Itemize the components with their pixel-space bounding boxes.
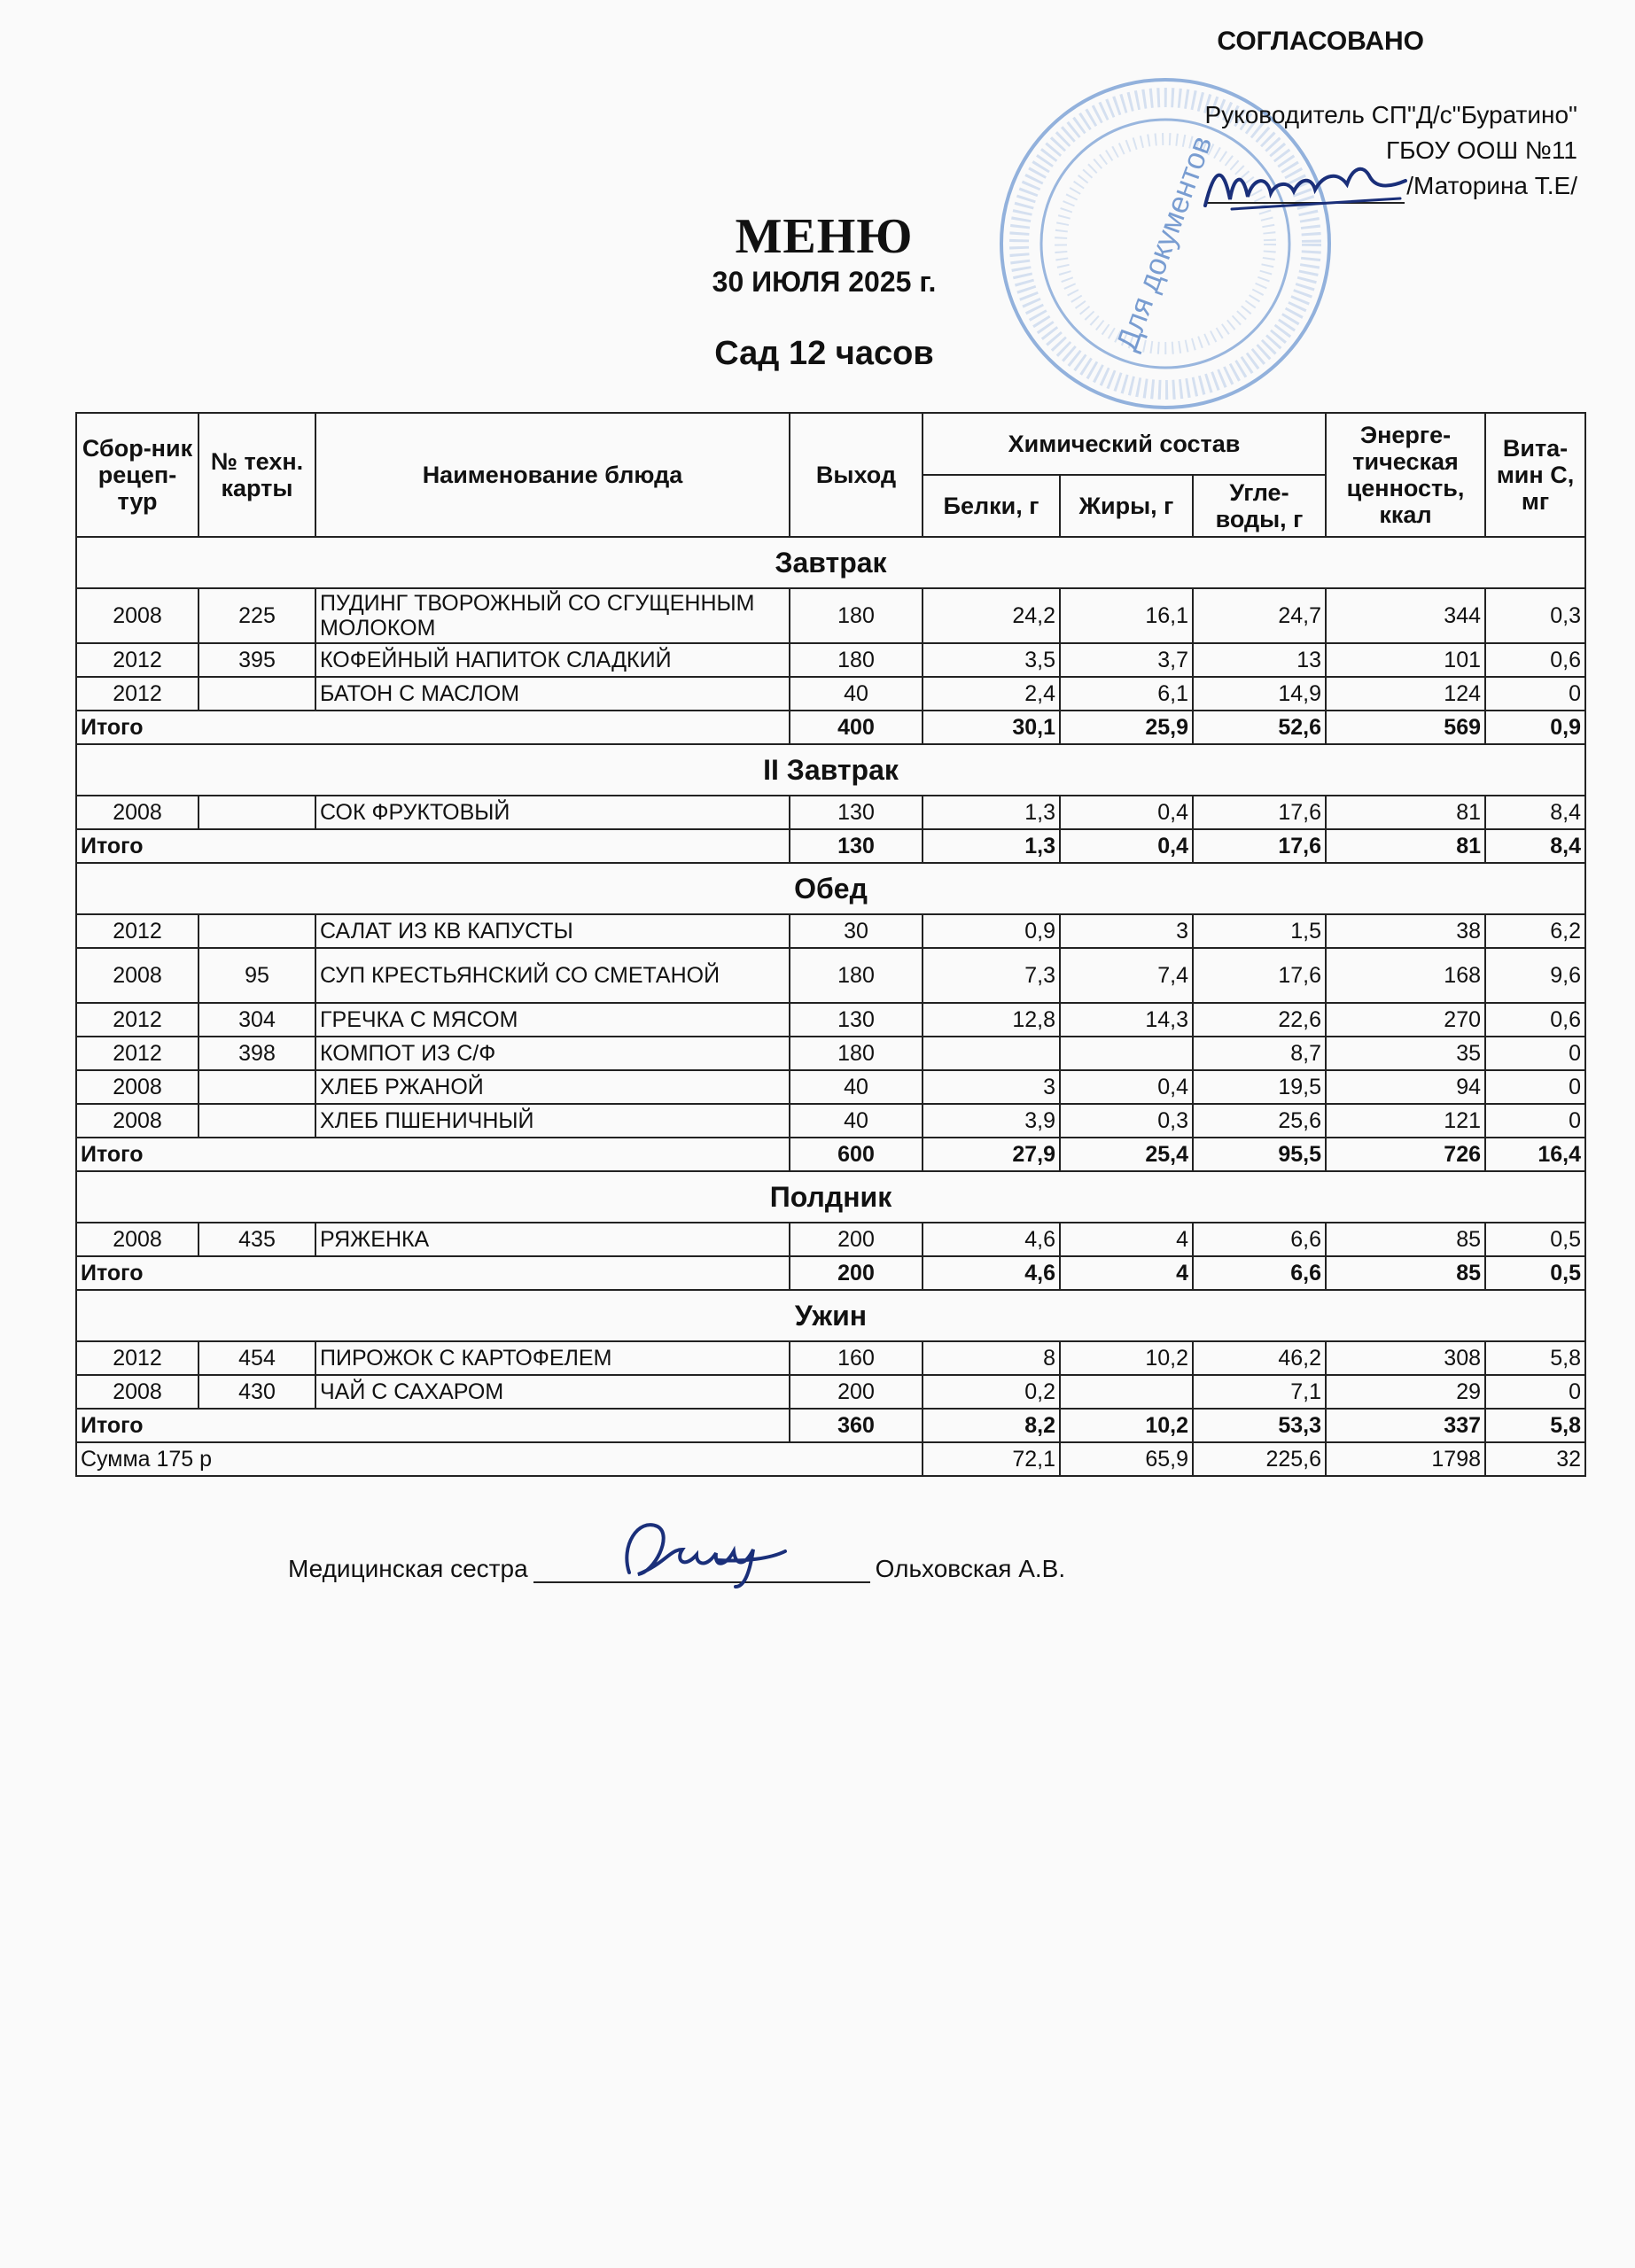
cell-fat: 0,4 [1060, 796, 1193, 829]
header-dish-name: Наименование блюда [315, 413, 790, 537]
cell-protein: 24,2 [923, 588, 1060, 643]
total-protein: 8,2 [923, 1409, 1060, 1442]
cell-energy: 81 [1326, 796, 1485, 829]
cell-dish-name: СОК ФРУКТОВЫЙ [315, 796, 790, 829]
section-row [76, 744, 1585, 796]
total-fat: 0,4 [1060, 829, 1193, 863]
cell-energy: 344 [1326, 588, 1485, 643]
cell-dish-name: САЛАТ ИЗ КВ КАПУСТЫ [315, 914, 790, 948]
cell-carbs: 7,1 [1193, 1375, 1326, 1409]
cell-vitamin-c: 0 [1485, 1070, 1585, 1104]
menu-subtitle: Сад 12 часов [714, 335, 934, 372]
cell-collection: 2008 [76, 588, 199, 643]
total-label: Итого [76, 1409, 790, 1442]
grand-total-fat: 65,9 [1060, 1442, 1193, 1476]
table-row [76, 643, 1585, 677]
cell-vitamin-c: 0 [1485, 1104, 1585, 1138]
cell-output: 180 [790, 643, 923, 677]
cell-carbs: 22,6 [1193, 1003, 1326, 1037]
total-carbs: 52,6 [1193, 711, 1326, 744]
total-carbs: 6,6 [1193, 1256, 1326, 1290]
cell-dish-name: КОМПОТ ИЗ С/Ф [315, 1037, 790, 1070]
total-vitamin-c: 0,9 [1485, 711, 1585, 744]
total-energy: 726 [1326, 1138, 1485, 1171]
cell-collection: 2008 [76, 948, 199, 1003]
cell-output: 200 [790, 1223, 923, 1256]
header-fat: Жиры, г [1060, 475, 1193, 537]
cell-protein: 3,9 [923, 1104, 1060, 1138]
section-title: Ужин [76, 1290, 1585, 1341]
cell-dish-name: КОФЕЙНЫЙ НАПИТОК СЛАДКИЙ [315, 643, 790, 677]
table-row [76, 1341, 1585, 1375]
cell-protein: 3 [923, 1070, 1060, 1104]
table-row [76, 914, 1585, 948]
cell-protein: 8 [923, 1341, 1060, 1375]
section-title: Завтрак [76, 537, 1585, 588]
cell-dish-name: ПУДИНГ ТВОРОЖНЫЙ СО СГУЩЕННЫМ МОЛОКОМ [315, 588, 790, 643]
cell-vitamin-c: 8,4 [1485, 796, 1585, 829]
cell-protein: 12,8 [923, 1003, 1060, 1037]
total-output: 400 [790, 711, 923, 744]
total-energy: 81 [1326, 829, 1485, 863]
grand-total-label: Сумма 175 р [76, 1442, 923, 1476]
cell-vitamin-c: 0 [1485, 1037, 1585, 1070]
grand-total-row [76, 1442, 1585, 1476]
header-protein: Белки, г [923, 475, 1060, 537]
cell-fat: 3 [1060, 914, 1193, 948]
cell-vitamin-c: 6,2 [1485, 914, 1585, 948]
cell-output: 180 [790, 1037, 923, 1070]
cell-carbs: 25,6 [1193, 1104, 1326, 1138]
table-row [76, 948, 1585, 1003]
header-energy: Энерге-тическая ценность, ккал [1326, 413, 1485, 537]
cell-carbs: 19,5 [1193, 1070, 1326, 1104]
cell-energy: 38 [1326, 914, 1485, 948]
cell-dish-name: ЧАЙ С САХАРОМ [315, 1375, 790, 1409]
approval-org: ГБОУ ООШ №11 [1385, 136, 1577, 164]
cell-collection: 2008 [76, 1104, 199, 1138]
cell-fat: 14,3 [1060, 1003, 1193, 1037]
menu-title: МЕНЮ [735, 209, 914, 264]
total-energy: 337 [1326, 1409, 1485, 1442]
grand-total-carbs: 225,6 [1193, 1442, 1326, 1476]
nurse-label: Медицинская сестра [288, 1555, 528, 1582]
cell-dish-name: ПИРОЖОК С КАРТОФЕЛЕМ [315, 1341, 790, 1375]
cell-collection: 2008 [76, 1070, 199, 1104]
cell-carbs: 17,6 [1193, 796, 1326, 829]
cell-protein [923, 1037, 1060, 1070]
cell-dish-name: БАТОН С МАСЛОМ [315, 677, 790, 711]
total-fat: 4 [1060, 1256, 1193, 1290]
cell-carbs: 17,6 [1193, 948, 1326, 1003]
table-row [76, 1070, 1585, 1104]
cell-collection: 2008 [76, 1375, 199, 1409]
cell-vitamin-c: 0,6 [1485, 643, 1585, 677]
cell-fat: 7,4 [1060, 948, 1193, 1003]
cell-output: 200 [790, 1375, 923, 1409]
total-output: 130 [790, 829, 923, 863]
cell-tech-card [199, 796, 315, 829]
cell-fat: 10,2 [1060, 1341, 1193, 1375]
cell-collection: 2008 [76, 1223, 199, 1256]
grand-total-protein: 72,1 [923, 1442, 1060, 1476]
cell-collection: 2012 [76, 677, 199, 711]
cell-carbs: 46,2 [1193, 1341, 1326, 1375]
cell-vitamin-c: 0,5 [1485, 1223, 1585, 1256]
header-output: Выход [790, 413, 923, 537]
cell-output: 40 [790, 1070, 923, 1104]
cell-energy: 94 [1326, 1070, 1485, 1104]
cell-energy: 85 [1326, 1223, 1485, 1256]
total-fat: 10,2 [1060, 1409, 1193, 1442]
cell-output: 30 [790, 914, 923, 948]
cell-tech-card: 225 [199, 588, 315, 643]
total-fat: 25,9 [1060, 711, 1193, 744]
cell-output: 160 [790, 1341, 923, 1375]
approval-signer: /Маторина Т.Е/ [1406, 172, 1577, 199]
total-protein: 1,3 [923, 829, 1060, 863]
table-row [76, 796, 1585, 829]
total-output: 360 [790, 1409, 923, 1442]
cell-protein: 2,4 [923, 677, 1060, 711]
total-carbs: 95,5 [1193, 1138, 1326, 1171]
approval-position: Руководитель СП"Д/с"Буратино" [1204, 101, 1577, 128]
table-row [76, 1223, 1585, 1256]
cell-fat: 0,4 [1060, 1070, 1193, 1104]
cell-tech-card [199, 914, 315, 948]
total-protein: 4,6 [923, 1256, 1060, 1290]
cell-vitamin-c: 9,6 [1485, 948, 1585, 1003]
menu-table [75, 412, 1586, 1477]
header-collection: Сбор-ник рецеп-тур [76, 413, 199, 537]
cell-output: 130 [790, 796, 923, 829]
total-carbs: 53,3 [1193, 1409, 1326, 1442]
cell-vitamin-c: 0,3 [1485, 588, 1585, 643]
cell-output: 40 [790, 677, 923, 711]
section-title: II Завтрак [76, 744, 1585, 796]
cell-protein: 3,5 [923, 643, 1060, 677]
section-row [76, 863, 1585, 914]
cell-vitamin-c: 0,6 [1485, 1003, 1585, 1037]
section-row [76, 537, 1585, 588]
cell-dish-name: ХЛЕБ ПШЕНИЧНЫЙ [315, 1104, 790, 1138]
total-row [76, 829, 1585, 863]
cell-output: 40 [790, 1104, 923, 1138]
cell-energy: 168 [1326, 948, 1485, 1003]
cell-energy: 35 [1326, 1037, 1485, 1070]
menu-date: 30 ИЮЛЯ 2025 г. [712, 266, 937, 298]
cell-tech-card: 304 [199, 1003, 315, 1037]
total-vitamin-c: 8,4 [1485, 829, 1585, 863]
table-row [76, 1003, 1585, 1037]
cell-dish-name: ГРЕЧКА С МЯСОМ [315, 1003, 790, 1037]
cell-carbs: 14,9 [1193, 677, 1326, 711]
section-row [76, 1290, 1585, 1341]
cell-fat: 16,1 [1060, 588, 1193, 643]
header-tech-card: № техн. карты [199, 413, 315, 537]
nurse-name: Ольховская А.В. [875, 1555, 1066, 1582]
cell-collection: 2012 [76, 1037, 199, 1070]
cell-tech-card: 430 [199, 1375, 315, 1409]
cell-tech-card: 395 [199, 643, 315, 677]
cell-energy: 121 [1326, 1104, 1485, 1138]
cell-fat [1060, 1375, 1193, 1409]
cell-tech-card: 95 [199, 948, 315, 1003]
header-chemical-composition: Химический состав [923, 413, 1326, 475]
table-row [76, 1104, 1585, 1138]
cell-protein: 1,3 [923, 796, 1060, 829]
cell-carbs: 1,5 [1193, 914, 1326, 948]
cell-collection: 2012 [76, 914, 199, 948]
cell-output: 180 [790, 588, 923, 643]
total-output: 600 [790, 1138, 923, 1171]
stamp-center-text: Для документов [1109, 131, 1219, 355]
total-protein: 30,1 [923, 711, 1060, 744]
cell-energy: 101 [1326, 643, 1485, 677]
table-row [76, 677, 1585, 711]
total-label: Итого [76, 1256, 790, 1290]
total-row [76, 1138, 1585, 1171]
cell-vitamin-c: 0 [1485, 677, 1585, 711]
cell-fat: 0,3 [1060, 1104, 1193, 1138]
cell-protein: 7,3 [923, 948, 1060, 1003]
total-vitamin-c: 5,8 [1485, 1409, 1585, 1442]
section-title: Обед [76, 863, 1585, 914]
total-energy: 85 [1326, 1256, 1485, 1290]
total-row [76, 1409, 1585, 1442]
cell-dish-name: РЯЖЕНКА [315, 1223, 790, 1256]
cell-carbs: 6,6 [1193, 1223, 1326, 1256]
total-output: 200 [790, 1256, 923, 1290]
cell-protein: 4,6 [923, 1223, 1060, 1256]
table-row [76, 1037, 1585, 1070]
cell-carbs: 8,7 [1193, 1037, 1326, 1070]
table-row [76, 1375, 1585, 1409]
total-row [76, 1256, 1585, 1290]
total-label: Итого [76, 711, 790, 744]
section-title: Полдник [76, 1171, 1585, 1223]
cell-tech-card: 454 [199, 1341, 315, 1375]
cell-collection: 2012 [76, 643, 199, 677]
cell-tech-card: 435 [199, 1223, 315, 1256]
total-vitamin-c: 0,5 [1485, 1256, 1585, 1290]
cell-collection: 2012 [76, 1341, 199, 1375]
grand-total-vitamin-c: 32 [1485, 1442, 1585, 1476]
nurse-signature-icon [611, 1511, 789, 1590]
header-vitamin-c: Вита-мин С, мг [1485, 413, 1585, 537]
cell-vitamin-c: 5,8 [1485, 1341, 1585, 1375]
cell-collection: 2008 [76, 796, 199, 829]
table-row [76, 588, 1585, 643]
total-protein: 27,9 [923, 1138, 1060, 1171]
cell-collection: 2012 [76, 1003, 199, 1037]
cell-fat: 6,1 [1060, 677, 1193, 711]
cell-energy: 124 [1326, 677, 1485, 711]
cell-protein: 0,2 [923, 1375, 1060, 1409]
cell-dish-name: СУП КРЕСТЬЯНСКИЙ СО СМЕТАНОЙ [315, 948, 790, 1003]
total-carbs: 17,6 [1193, 829, 1326, 863]
cell-fat: 4 [1060, 1223, 1193, 1256]
cell-fat: 3,7 [1060, 643, 1193, 677]
total-row [76, 711, 1585, 744]
approval-heading: СОГЛАСОВАНО [1217, 27, 1424, 56]
cell-tech-card [199, 1070, 315, 1104]
total-fat: 25,4 [1060, 1138, 1193, 1171]
cell-tech-card: 398 [199, 1037, 315, 1070]
cell-energy: 308 [1326, 1341, 1485, 1375]
cell-protein: 0,9 [923, 914, 1060, 948]
total-label: Итого [76, 1138, 790, 1171]
cell-tech-card [199, 677, 315, 711]
cell-output: 180 [790, 948, 923, 1003]
total-label: Итого [76, 829, 790, 863]
cell-vitamin-c: 0 [1485, 1375, 1585, 1409]
cell-energy: 29 [1326, 1375, 1485, 1409]
cell-dish-name: ХЛЕБ РЖАНОЙ [315, 1070, 790, 1104]
cell-energy: 270 [1326, 1003, 1485, 1037]
header-carbs: Угле-воды, г [1193, 475, 1326, 537]
total-vitamin-c: 16,4 [1485, 1138, 1585, 1171]
cell-fat [1060, 1037, 1193, 1070]
cell-tech-card [199, 1104, 315, 1138]
cell-carbs: 13 [1193, 643, 1326, 677]
grand-total-energy: 1798 [1326, 1442, 1485, 1476]
cell-output: 130 [790, 1003, 923, 1037]
menu-table-body [76, 537, 1585, 1476]
total-energy: 569 [1326, 711, 1485, 744]
section-row [76, 1171, 1585, 1223]
cell-carbs: 24,7 [1193, 588, 1326, 643]
